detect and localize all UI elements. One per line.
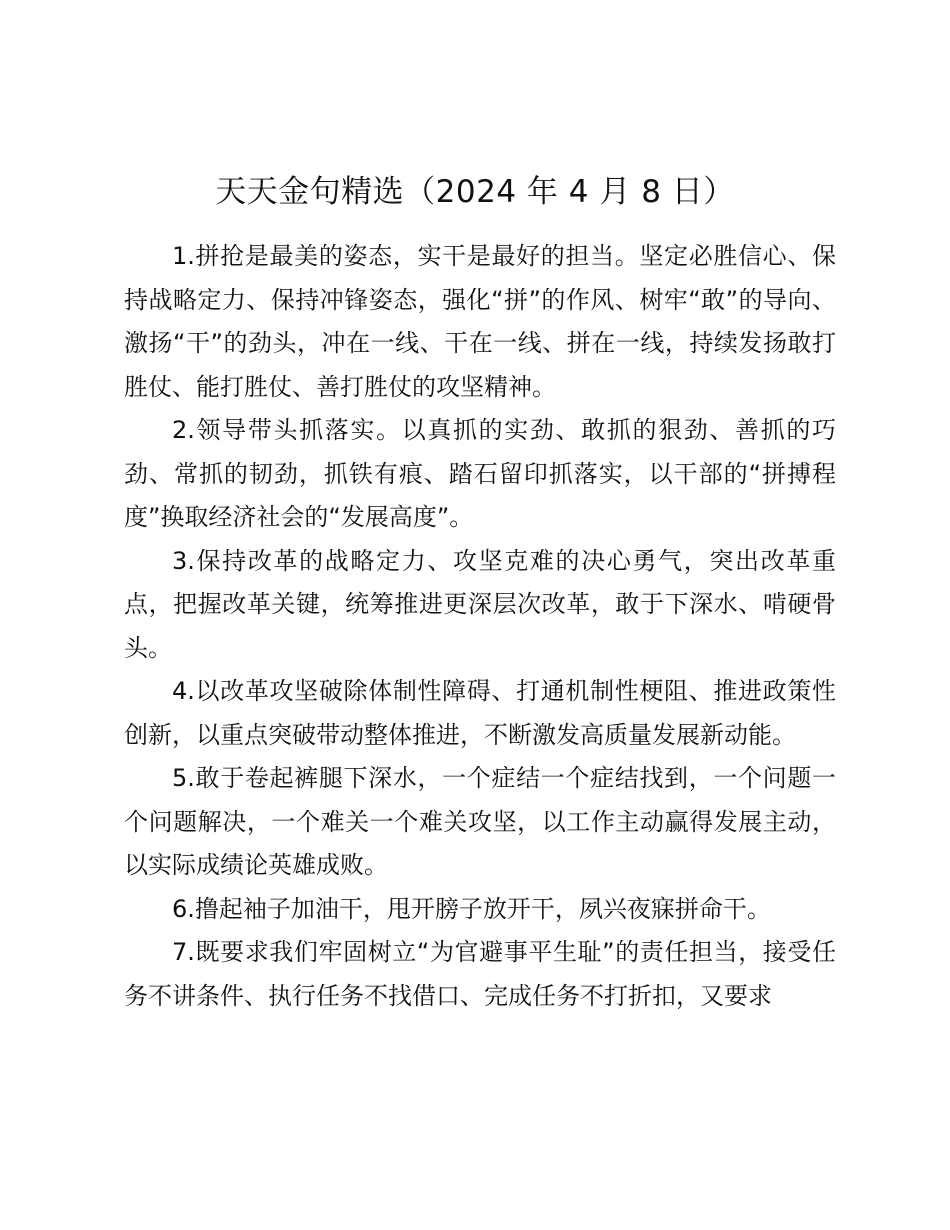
paragraph-5: 5.敢于卷起裤腿下深水，一个症结一个症结找到，一个问题一个问题解决，一个难关一个难关攻坚，以工作主动赢得发展主动，以实际成绩论英雄成败。 [124, 764, 836, 879]
document-body [124, 235, 836, 1018]
paragraph-4: 4.以改革攻坚破除体制性障碍、打通机制性梗阻、推进政策性创新，以重点突破带动整体推进，不断激发高质量发展新动能。 [124, 677, 836, 749]
paragraph-3: 3.保持改革的战略定力、攻坚克难的决心勇气，突出改革重点，把握改革关键，统筹推进更深层次改革，敢于下深水、啃硬骨头。 [124, 546, 836, 662]
paragraph-7: 7.既要求我们牢固树立“为官避事平生耻”的责任担当，接受任务不讲条件、执行任务不找借口、完成任务不打折扣，又要求 [124, 938, 836, 1010]
paragraph-6: 6.撸起袖子加油干，甩开膀子放开干，夙兴夜寐拼命干。 [172, 894, 771, 923]
document-title: 天天金句精选（2024 年 4 月 8 日） [215, 174, 735, 210]
paragraph-2: 2.领导带头抓落实。以真抓的实劲、敢抓的狠劲、善抓的巧劲、常抓的韧劲，抓铁有痕、踏石留印抓落实，以干部的“拼搏程度”换取经济社会的“发展高度”。 [124, 416, 836, 531]
paragraph-1: 1.拼抢是最美的姿态，实干是最好的担当。坚定必胜信心、保持战略定力、保持冲锋姿态，强化“拼”的作风、树牢“敢”的导向、激扬“干”的劲头，冲在一线、干在一线、拼在一线，持续发扬敢打胜仗、能打胜仗、善打胜仗的攻坚精神。 [124, 242, 836, 401]
